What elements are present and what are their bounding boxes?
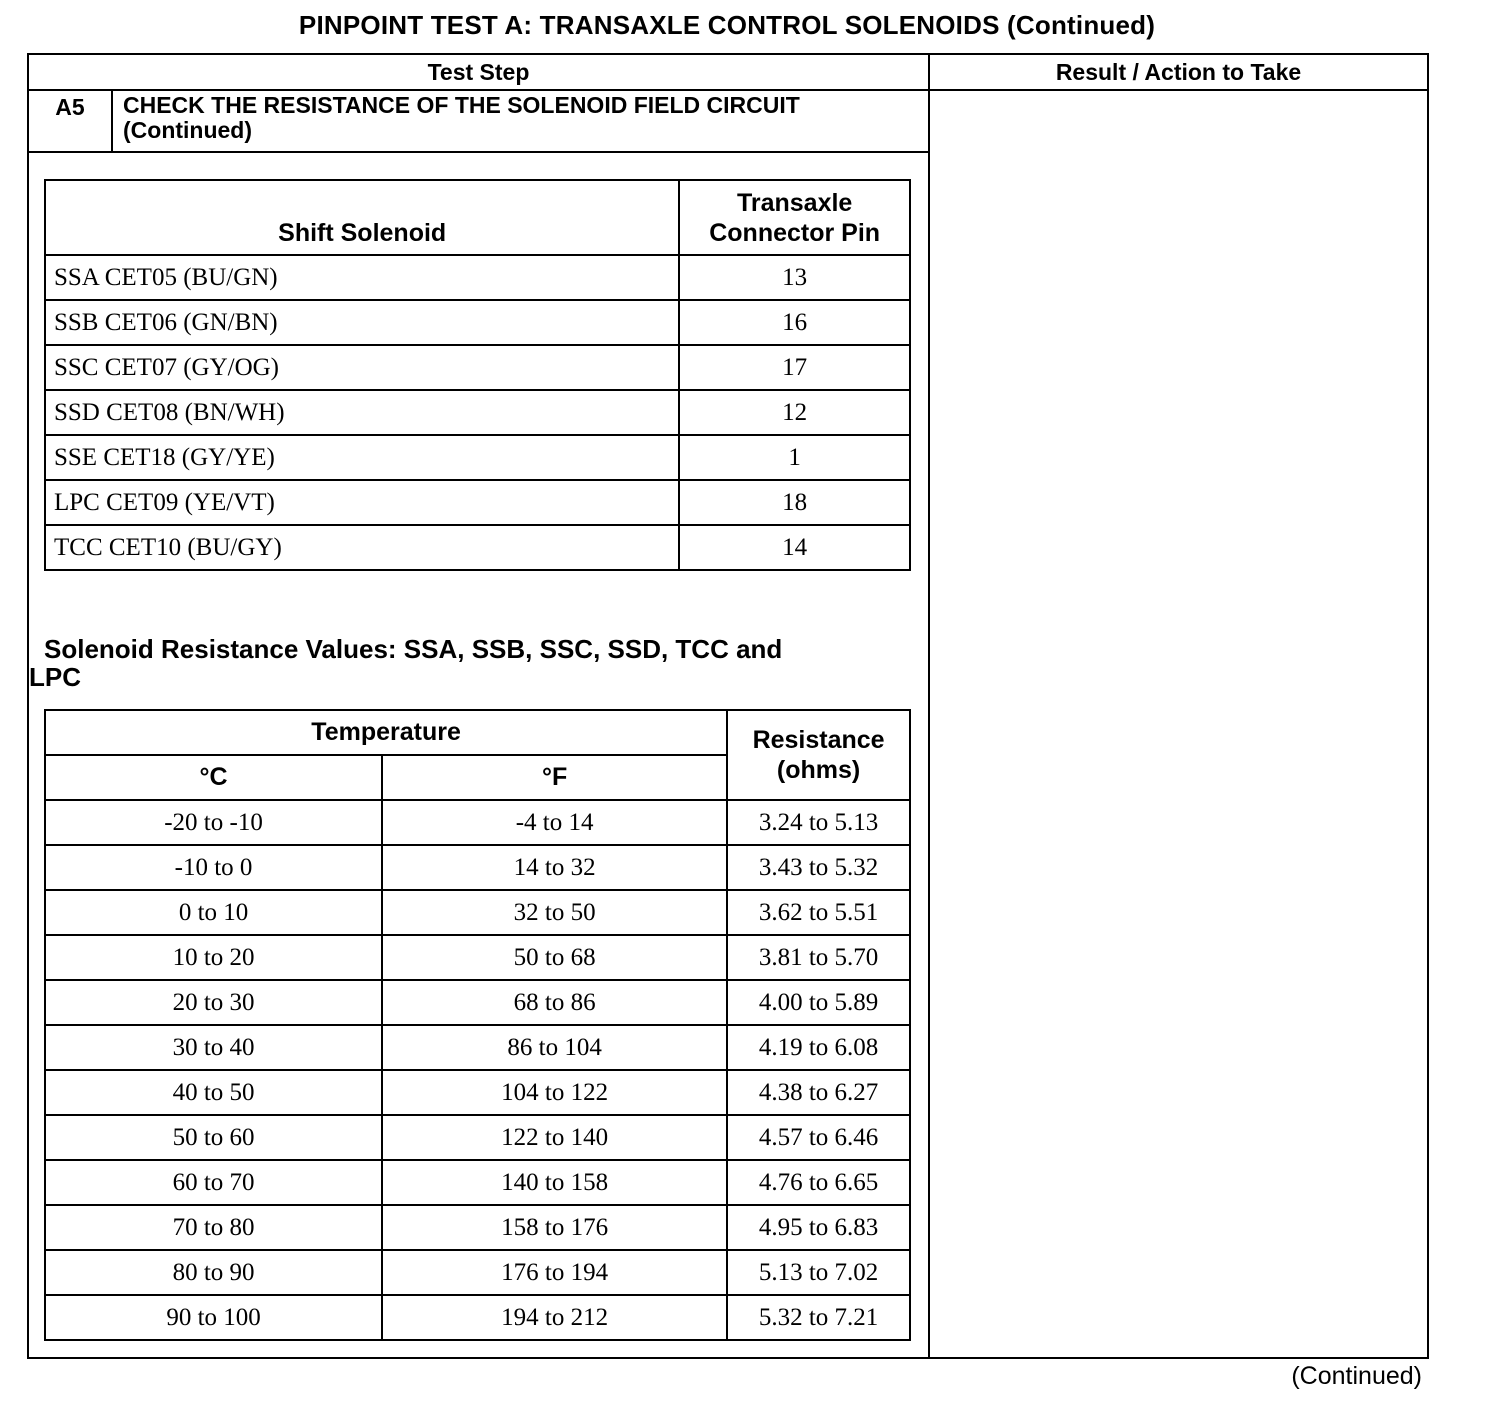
solenoid-cell: SSC CET07 (GY/OG) [45,345,679,390]
connector-pin-header-line1: Transaxle [736,188,853,217]
fahrenheit-cell: 32 to 50 [382,890,727,935]
fahrenheit-cell: 194 to 212 [382,1295,727,1340]
celsius-cell: 30 to 40 [45,1025,382,1070]
fahrenheit-cell: 86 to 104 [382,1025,727,1070]
test-step-column-header: Test Step [427,59,530,85]
table-row [45,890,910,935]
pin-cell: 17 [679,345,910,390]
solenoid-cell: LPC CET09 (YE/VT) [45,480,679,525]
pin-cell: 18 [679,480,910,525]
result-column-header: Result / Action to Take [1055,59,1302,85]
table-row [45,480,910,525]
temperature-header: Temperature [45,710,727,755]
resistance-cell: 4.38 to 6.27 [727,1070,910,1115]
celsius-cell: -10 to 0 [45,845,382,890]
connector-pin-header [679,180,910,255]
fahrenheit-header: °F [382,755,727,800]
fahrenheit-cell: -4 to 14 [382,800,727,845]
step-id: A5 [55,94,85,120]
solenoid-cell: SSE CET18 (GY/YE) [45,435,679,480]
resistance-heading-line1: Solenoid Resistance Values: SSA, SSB, SSC, SSD, TCC and [44,634,783,664]
resistance-header-line2: (ohms) [776,756,861,784]
table-row [45,525,910,570]
fahrenheit-cell: 68 to 86 [382,980,727,1025]
resistance-cell: 4.57 to 6.46 [727,1115,910,1160]
fahrenheit-cell: 122 to 140 [382,1115,727,1160]
table-row [45,1070,910,1115]
celsius-cell: 90 to 100 [45,1295,382,1340]
step-title-line1: CHECK THE RESISTANCE OF THE SOLENOID FIELD CIRCUIT [123,92,800,118]
celsius-cell: 70 to 80 [45,1205,382,1250]
table-row [45,1160,910,1205]
resistance-header [727,710,910,800]
celsius-cell: 50 to 60 [45,1115,382,1160]
fahrenheit-cell: 158 to 176 [382,1205,727,1250]
celsius-cell: -20 to -10 [45,800,382,845]
celsius-header: °C [45,755,382,800]
step-id-divider [111,91,113,151]
pin-cell: 14 [679,525,910,570]
celsius-cell: 40 to 50 [45,1070,382,1115]
celsius-cell: 20 to 30 [45,980,382,1025]
resistance-cell: 3.43 to 5.32 [727,845,910,890]
resistance-cell: 4.19 to 6.08 [727,1025,910,1070]
resistance-cell: 3.81 to 5.70 [727,935,910,980]
table-row [45,800,910,845]
resistance-cell: 5.13 to 7.02 [727,1250,910,1295]
pinpoint-test-table [27,53,1429,1359]
resistance-header-line1: Resistance [752,726,885,754]
step-title-line2: (Continued) [123,117,253,143]
shift-solenoid-header: Shift Solenoid [45,180,679,255]
celsius-cell: 10 to 20 [45,935,382,980]
resistance-cell: 4.95 to 6.83 [727,1205,910,1250]
fahrenheit-cell: 104 to 122 [382,1070,727,1115]
celsius-cell: 80 to 90 [45,1250,382,1295]
step-title [123,93,913,143]
connector-pin-table [44,179,911,571]
resistance-cell: 4.76 to 6.65 [727,1160,910,1205]
resistance-cell: 3.62 to 5.51 [727,890,910,935]
step-divider [29,151,928,153]
pin-cell: 1 [679,435,910,480]
table-row [45,435,910,480]
resistance-cell: 3.24 to 5.13 [727,800,910,845]
resistance-cell: 5.32 to 7.21 [727,1295,910,1340]
table-row [45,1025,910,1070]
table-row [45,345,910,390]
fahrenheit-cell: 50 to 68 [382,935,727,980]
connector-pin-header-line2: Connector Pin [709,218,881,247]
header-divider [29,89,1427,91]
table-row [45,1250,910,1295]
fahrenheit-cell: 140 to 158 [382,1160,727,1205]
fahrenheit-cell: 176 to 194 [382,1250,727,1295]
solenoid-cell: SSA CET05 (BU/GN) [45,255,679,300]
continued-note: (Continued) [1291,1362,1422,1390]
table-row [45,1205,910,1250]
resistance-cell: 4.00 to 5.89 [727,980,910,1025]
table-row [45,1295,910,1340]
solenoid-cell: TCC CET10 (BU/GY) [45,525,679,570]
resistance-table [44,709,911,1341]
column-divider [928,55,930,1357]
resistance-heading [29,635,909,691]
pin-cell: 13 [679,255,910,300]
celsius-cell: 60 to 70 [45,1160,382,1205]
solenoid-cell: SSB CET06 (GN/BN) [45,300,679,345]
resistance-heading-line2: LPC [29,662,81,692]
celsius-cell: 0 to 10 [45,890,382,935]
pin-cell: 16 [679,300,910,345]
table-row [45,1115,910,1160]
table-row [45,300,910,345]
page-title: PINPOINT TEST A: TRANSAXLE CONTROL SOLENOIDS (Continued) [298,10,1156,40]
fahrenheit-cell: 14 to 32 [382,845,727,890]
solenoid-cell: SSD CET08 (BN/WH) [45,390,679,435]
table-row [45,980,910,1025]
pin-cell: 12 [679,390,910,435]
table-row [45,255,910,300]
table-row [45,935,910,980]
table-row [45,845,910,890]
table-row [45,390,910,435]
